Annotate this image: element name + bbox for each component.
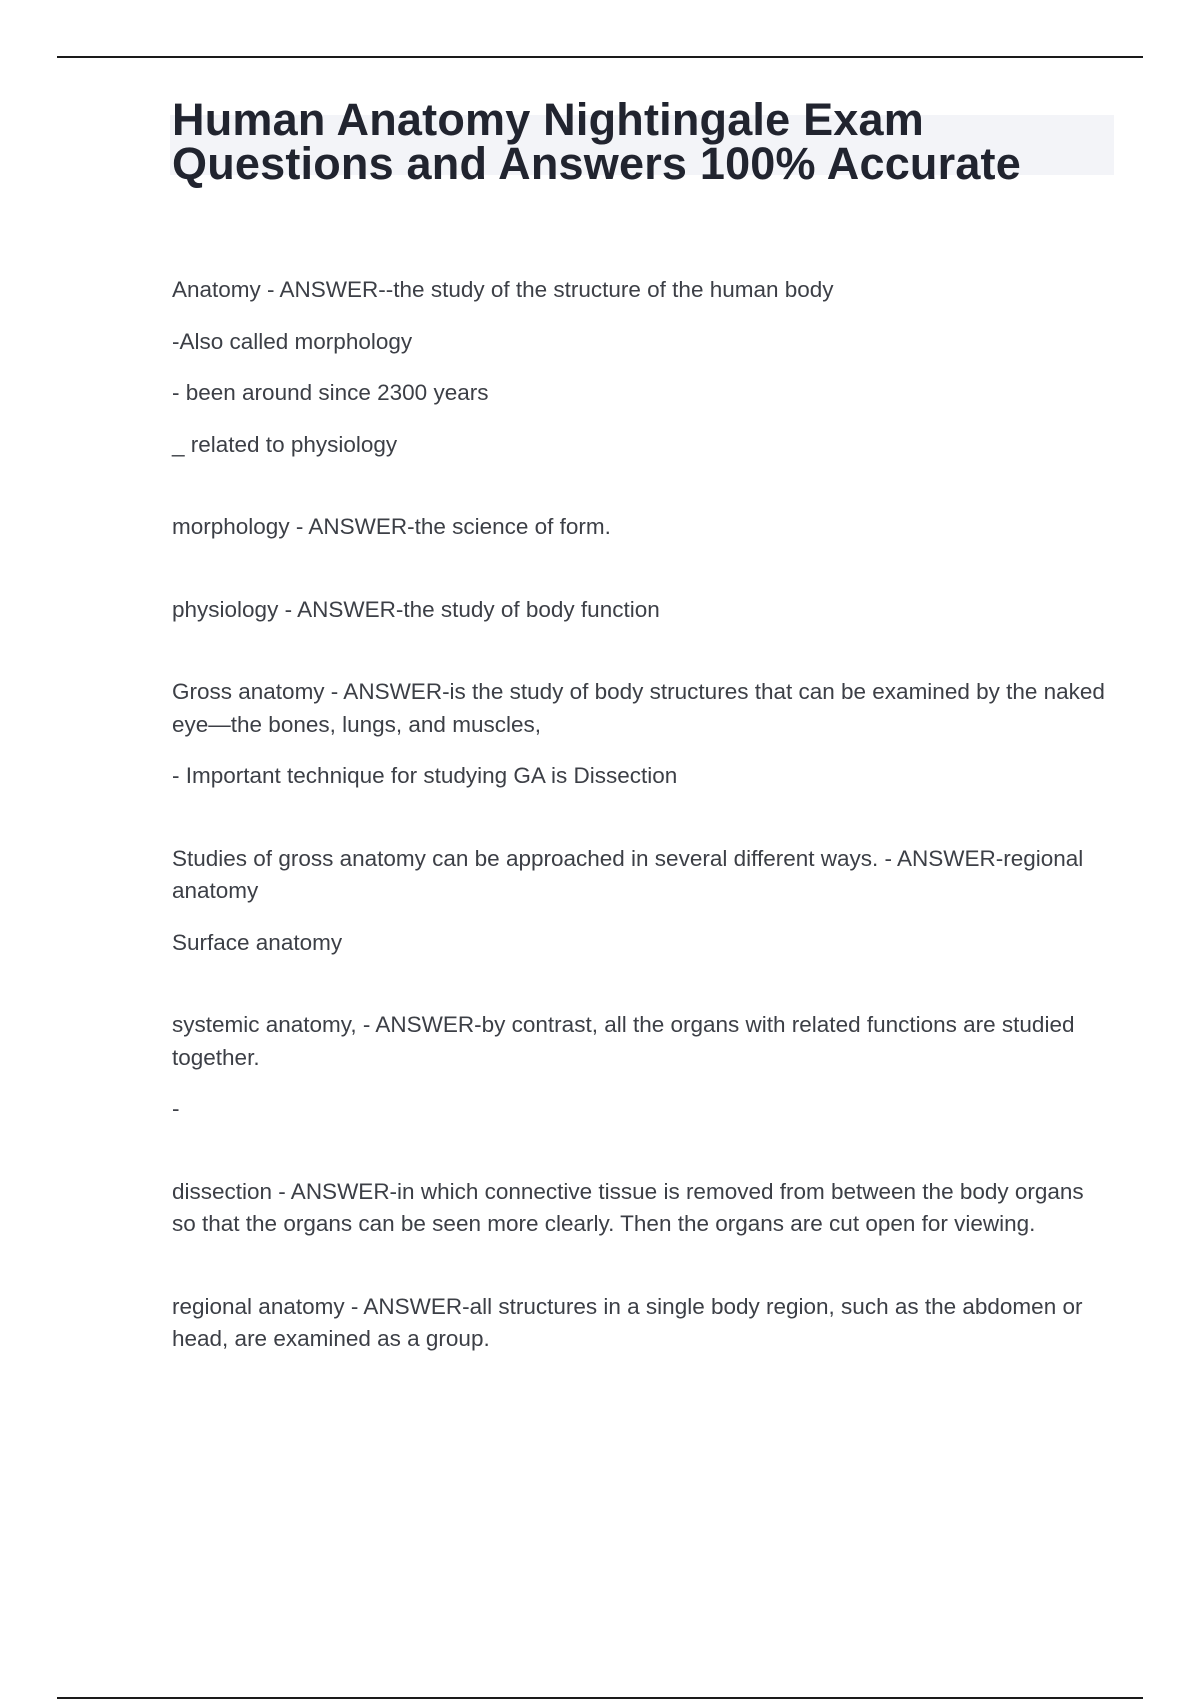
qa-line: morphology - ANSWER-the science of form. <box>172 514 611 539</box>
qa-line: _ related to physiology <box>172 431 398 457</box>
qa-entry-dissection <box>172 1176 1112 1241</box>
qa-line: Surface anatomy <box>172 929 343 955</box>
document-title: Human Anatomy Nightingale Exam Questions and Answers 100% Accurate <box>172 94 1021 190</box>
qa-line: dissection - ANSWER-in which connective tissue is removed from between the body organs so that the organs can be seen more clearly. Then the organs are cut open for viewing. <box>172 1178 1084 1236</box>
qa-line: physiology - ANSWER-the study of body function <box>172 596 660 622</box>
qa-line: regional anatomy - ANSWER-all structures in a single body region, such as the abdomen or head, are examined as a group. <box>172 1293 1083 1351</box>
qa-entry-physiology <box>172 594 1112 627</box>
document-body <box>172 274 1112 1356</box>
qa-entry-gross-anatomy <box>172 676 1112 793</box>
qa-line: - been around since 2300 years <box>172 380 489 405</box>
qa-line: systemic anatomy, - ANSWER-by contrast, all the organs with related functions are studied together. <box>172 1012 1075 1070</box>
qa-entry-morphology <box>172 511 1112 544</box>
qa-entry-systemic-anatomy <box>172 1009 1112 1126</box>
bottom-divider <box>57 1697 1143 1699</box>
qa-line: Gross anatomy - ANSWER-is the study of body structures that can be examined by the naked eye—the bones, lungs, and muscles, <box>172 679 1105 737</box>
qa-line: Anatomy - ANSWER--the study of the structure of the human body <box>172 277 834 302</box>
qa-line: Studies of gross anatomy can be approached in several different ways. - ANSWER-regional anatomy <box>172 845 1084 903</box>
qa-line: - Important technique for studying GA is Dissection <box>172 763 678 788</box>
qa-entry-anatomy <box>172 274 1112 461</box>
qa-entry-gross-approaches <box>172 843 1112 960</box>
qa-line: - <box>172 1096 180 1121</box>
qa-entry-regional-anatomy <box>172 1291 1112 1356</box>
top-divider <box>57 56 1143 58</box>
qa-line: -Also called morphology <box>172 328 413 354</box>
